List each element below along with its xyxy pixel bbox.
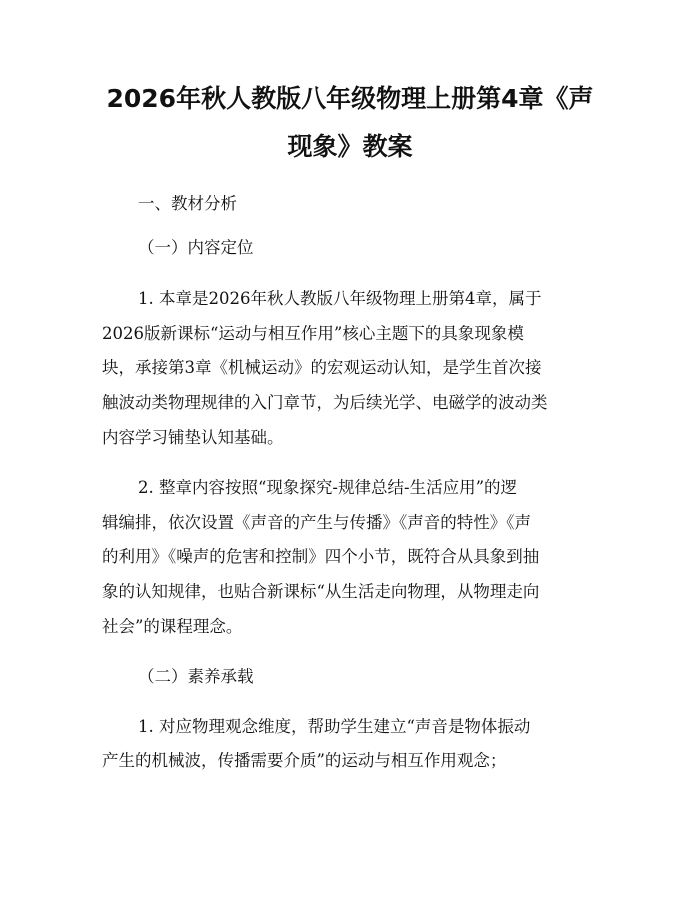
paragraph-1-line-3: 块，承接第3章《机械运动》的宏观运动认知，是学生首次接 <box>102 358 542 377</box>
paragraph-1-line-4: 触波动类物理规律的入门章节，为后续光学、电磁学的波动类 <box>102 393 548 412</box>
subsection-heading-content-positioning: （一）内容定位 <box>138 238 254 257</box>
paragraph-1-line-2: 2026版新课标“运动与相互作用”核心主题下的具象现象模 <box>102 324 524 343</box>
paragraph-1-line-1: 1. 本章是2026年秋人教版八年级物理上册第4章，属于 <box>138 289 542 308</box>
document-title-line-1: 2026年秋人教版八年级物理上册第4章《声 <box>106 84 594 113</box>
section-heading-textbook-analysis: 一、教材分析 <box>138 194 237 213</box>
paragraph-2-line-2: 辑编排，依次设置《声音的产生与传播》《声音的特性》《声 <box>102 513 531 532</box>
paragraph-2-line-3: 的利用》《噪声的危害和控制》四个小节，既符合从具象到抽 <box>102 547 540 566</box>
paragraph-2-line-5: 社会”的课程理念。 <box>102 617 243 636</box>
paragraph-2-line-4: 象的认知规律，也贴合新课标“从生活走向物理，从物理走向 <box>102 582 540 601</box>
subsection-heading-literacy: （二）素养承载 <box>138 667 254 686</box>
document-title-line-2: 现象》教案 <box>287 132 413 161</box>
paragraph-3-line-2: 产生的机械波，传播需要介质”的运动与相互作用观念； <box>102 751 507 770</box>
paragraph-3-line-1: 1. 对应物理观念维度，帮助学生建立“声音是物体振动 <box>138 717 531 736</box>
paragraph-2-line-1: 2. 整章内容按照“现象探究-规律总结-生活应用”的逻 <box>138 478 518 497</box>
paragraph-1-line-5: 内容学习铺垫认知基础。 <box>102 428 284 447</box>
